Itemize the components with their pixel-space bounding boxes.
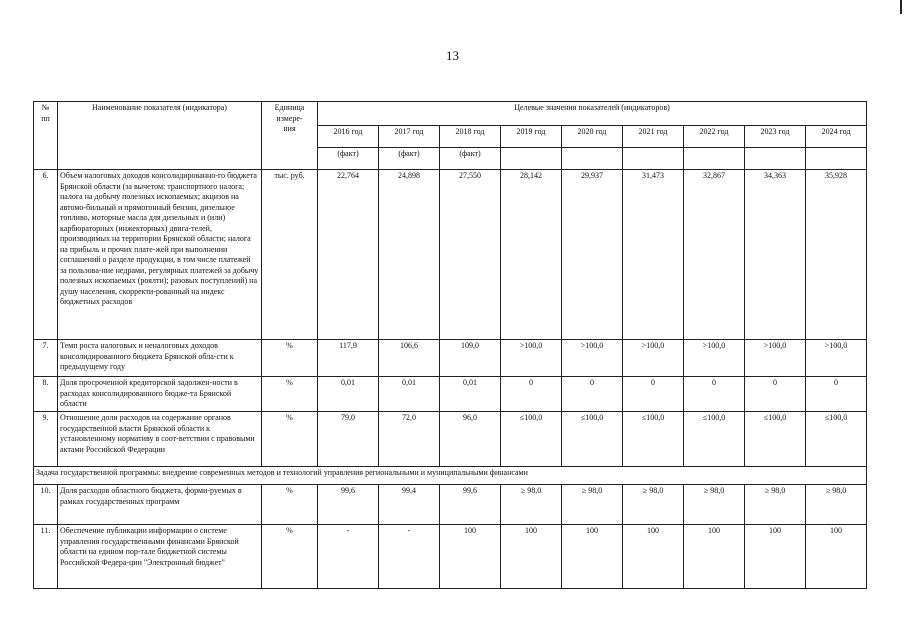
value-cell: >100,0 (562, 340, 623, 377)
indicator-name: Обеспечение публикации информации о системе управления государственными финансами Брянской области на едином пор-тале бюджетной системы Российской Федера-ции "Электронный бюджет" (58, 525, 262, 589)
value-cell: >100,0 (684, 340, 745, 377)
table-row (34, 485, 867, 525)
row-number: 6. (34, 170, 58, 340)
value-cell: >100,0 (501, 340, 562, 377)
value-cell: >100,0 (623, 340, 684, 377)
row-number: 8. (34, 377, 58, 412)
task-row: Задача государственной программы: внедрение современных методов и технологий управления региональными и муниципальными финансами (34, 467, 867, 485)
value-cell: 32,867 (684, 170, 745, 340)
unit: % (262, 340, 318, 377)
value-cell: 0 (745, 377, 806, 412)
value-cell: - (379, 525, 440, 589)
corner-mark (900, 0, 902, 14)
header-unit: Единица измере- ния (262, 102, 318, 170)
value-cell: 28,142 (501, 170, 562, 340)
value-cell: 100 (806, 525, 867, 589)
value-cell: 0 (562, 377, 623, 412)
year-header: 2018 год (440, 126, 501, 148)
value-cell: ≤100,0 (562, 412, 623, 467)
value-cell: ≥ 98,0 (623, 485, 684, 525)
header-no: № пп (34, 102, 58, 170)
indicator-name: Доля расходов областного бюджета, форми-руемых в рамках государственных программ (58, 485, 262, 525)
fact-label: (факт) (318, 148, 379, 170)
value-cell: 72,0 (379, 412, 440, 467)
value-cell: 0,01 (440, 377, 501, 412)
value-cell: 0 (684, 377, 745, 412)
value-cell: ≥ 98,0 (745, 485, 806, 525)
unit: тыс. руб. (262, 170, 318, 340)
header-name: Наименование показателя (индикатора) (58, 102, 262, 170)
value-cell: 0 (623, 377, 684, 412)
empty-cell (684, 148, 745, 170)
value-cell: 0,01 (318, 377, 379, 412)
value-cell: 27,550 (440, 170, 501, 340)
indicator-name: Темп роста налоговых и неналоговых доходов консолидированного бюджета Брянской обла-сти к предыдущему году (58, 340, 262, 377)
value-cell: 35,928 (806, 170, 867, 340)
year-header: 2021 год (623, 126, 684, 148)
table-row (34, 377, 867, 412)
value-cell: 100 (562, 525, 623, 589)
value-cell: 99,6 (440, 485, 501, 525)
value-cell: 0 (501, 377, 562, 412)
value-cell: ≤100,0 (806, 412, 867, 467)
value-cell: 0 (806, 377, 867, 412)
row-number: 10. (34, 485, 58, 525)
year-header: 2020 год (562, 126, 623, 148)
indicator-name: Объем налоговых доходов консолидированно-го бюджета Брянской области (за вычетом: транспортного налога; налога на добычу полезных ископаемых; акцизов на автомо-бильный и прямогонный бензин, дизельное топливо, моторные масла для дизельных и (или) карбюраторных (инжекторных) двига-телей, производимых на территории Брянской области; налога на прибыль и прочих плате-жей при выполнении соглашений о разделе продукции, в том числе платежей за пользова-ние недрами, регулярных платежей за добычу полезных ископаемых (роялти); разовых поступлений) на душу населения, скорректи-рованный на индекс бюджетных расходов (58, 170, 262, 340)
indicator-name: Отношение доли расходов на содержание органов государственной власти Брянской области к установленному нормативу в соот-ветствии с правовыми актами Российской Федерации (58, 412, 262, 467)
empty-cell (623, 148, 684, 170)
year-header: 2024 год (806, 126, 867, 148)
year-header: 2023 год (745, 126, 806, 148)
value-cell: 34,363 (745, 170, 806, 340)
empty-cell (501, 148, 562, 170)
value-cell: ≥ 98,0 (562, 485, 623, 525)
empty-cell (745, 148, 806, 170)
year-header: 2022 год (684, 126, 745, 148)
value-cell: 99,6 (318, 485, 379, 525)
value-cell: ≤100,0 (501, 412, 562, 467)
fact-label: (факт) (379, 148, 440, 170)
row-number: 9. (34, 412, 58, 467)
value-cell: >100,0 (745, 340, 806, 377)
year-header: 2017 год (379, 126, 440, 148)
value-cell: ≥ 98,0 (684, 485, 745, 525)
year-header: 2019 год (501, 126, 562, 148)
table-row (34, 340, 867, 377)
unit: % (262, 525, 318, 589)
value-cell: 109,0 (440, 340, 501, 377)
value-cell: 24,898 (379, 170, 440, 340)
row-number: 7. (34, 340, 58, 377)
value-cell: 100 (501, 525, 562, 589)
value-cell: 0,01 (379, 377, 440, 412)
value-cell: ≥ 98,0 (806, 485, 867, 525)
year-header: 2016 год (318, 126, 379, 148)
value-cell: 117,9 (318, 340, 379, 377)
value-cell: ≤100,0 (684, 412, 745, 467)
value-cell: 96,0 (440, 412, 501, 467)
indicators-table (33, 101, 867, 589)
empty-cell (806, 148, 867, 170)
empty-cell (562, 148, 623, 170)
value-cell: 79,0 (318, 412, 379, 467)
table-row (34, 525, 867, 589)
unit: % (262, 377, 318, 412)
fact-label: (факт) (440, 148, 501, 170)
value-cell: 100 (745, 525, 806, 589)
value-cell: 100 (440, 525, 501, 589)
unit: % (262, 485, 318, 525)
value-cell: ≤100,0 (745, 412, 806, 467)
value-cell: 31,473 (623, 170, 684, 340)
table-row (34, 170, 867, 340)
page-number: 13 (446, 48, 459, 63)
value-cell: - (318, 525, 379, 589)
value-cell: ≥ 98,0 (501, 485, 562, 525)
indicator-name: Доля просроченной кредиторской задолжен-ности в расходах консолидированного бюдже-та Брянской области (58, 377, 262, 412)
header-targets: Целевые значения показателей (индикаторов) (318, 102, 867, 126)
value-cell: ≤100,0 (623, 412, 684, 467)
value-cell: 106,6 (379, 340, 440, 377)
value-cell: 100 (684, 525, 745, 589)
value-cell: 99,4 (379, 485, 440, 525)
value-cell: 29,937 (562, 170, 623, 340)
unit: % (262, 412, 318, 467)
table-row (34, 412, 867, 467)
row-number: 11. (34, 525, 58, 589)
value-cell: 100 (623, 525, 684, 589)
value-cell: 22,764 (318, 170, 379, 340)
value-cell: >100,0 (806, 340, 867, 377)
